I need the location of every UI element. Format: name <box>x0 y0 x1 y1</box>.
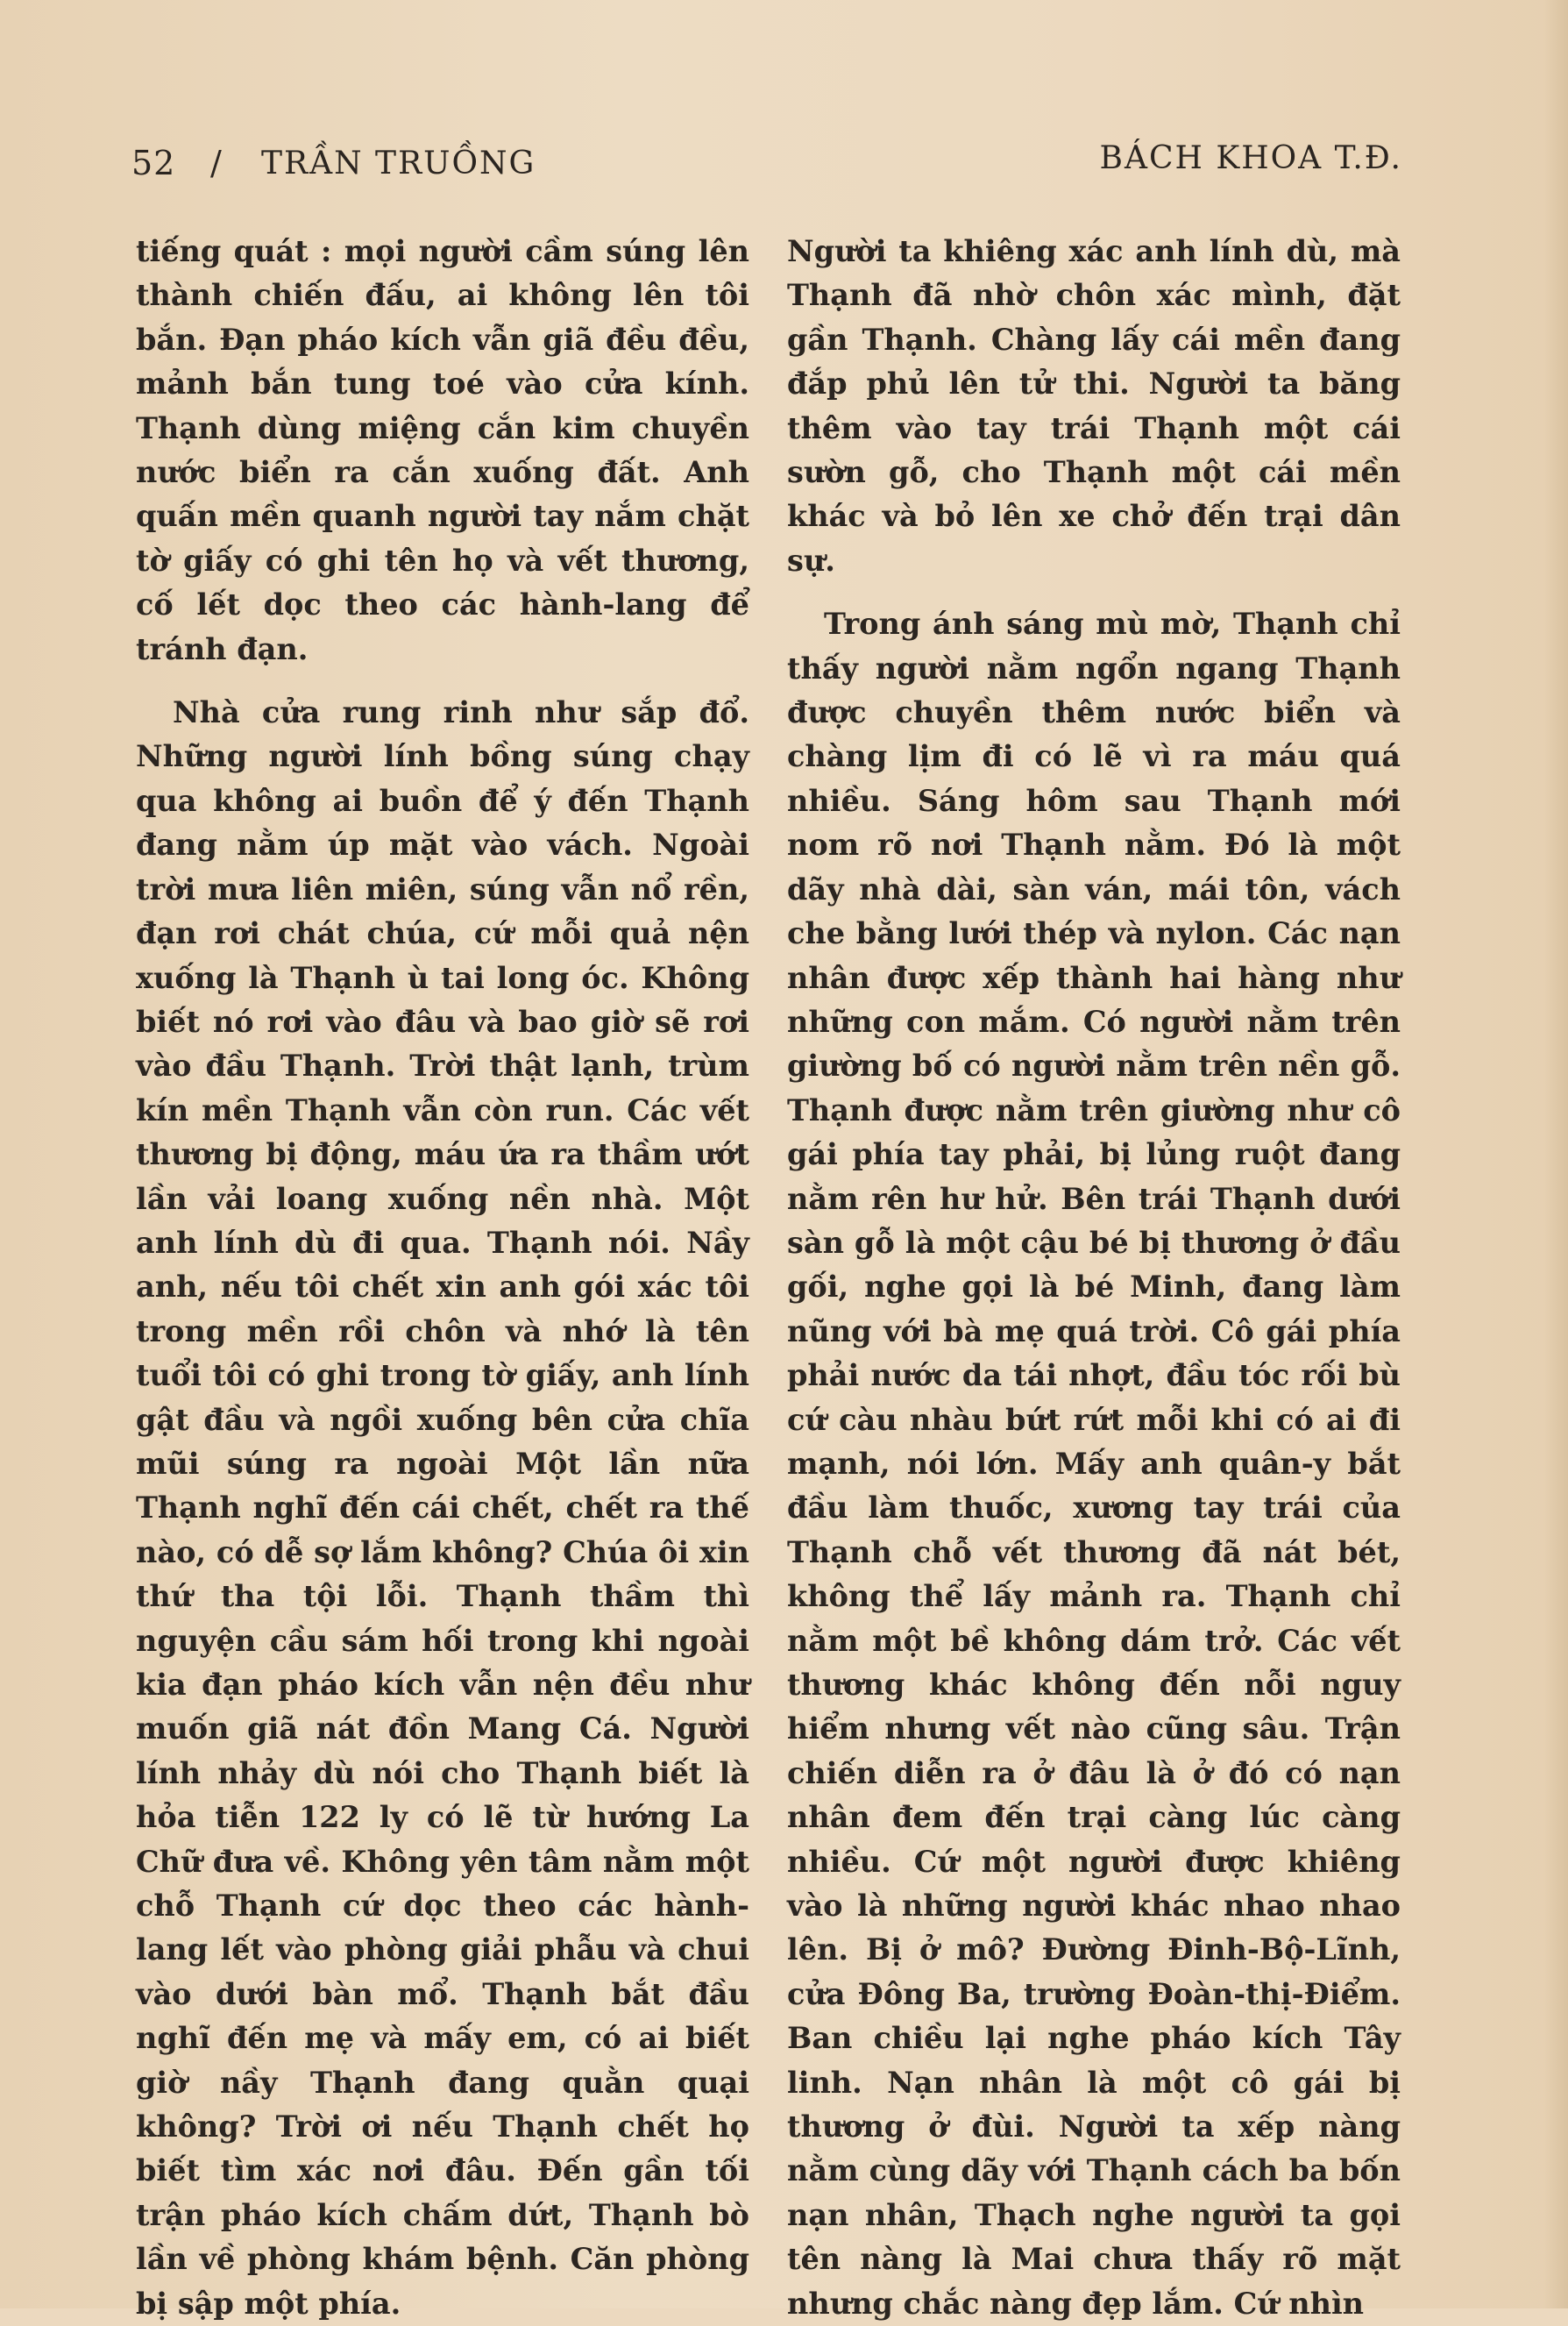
page-number: 52 <box>131 144 176 182</box>
paragraph: Nhà cửa rung rinh như sắp đổ. Những người lính bồng súng chạy qua không ai buồn để ý đến Thạnh đang nằm úp mặt vào vách. Ngoài trời mưa liên miên, súng vẫn nổ rền, đạn rơi chát chúa, cứ mỗi quả nện xuống là Thạnh ù tai long óc. Không biết nó rơi vào đâu và bao giờ sẽ rơi vào đầu Thạnh. Trời thật lạnh, trùm kín mền Thạnh vẫn còn run. Các vết thương bị động, máu ứa ra thầm ướt lần vải loang xuống nền nhà. Một anh lính dù đi qua. Thạnh nói. Nầy anh, nếu tôi chết xin anh gói xác tôi trong mền rồi chôn và nhớ là tên tuổi tôi có ghi trong tờ giấy, anh lính gật đầu và ngồi xuống bên cửa chĩa mũi súng ra ngoài Một lần nữa Thạnh nghĩ đến cái chết, chết ra thế nào, có dễ sợ lắm không? Chúa ôi xin thứ tha tội lỗi. Thạnh thầm thì nguyện cầu sám hối trong khi ngoài kia đạn pháo kích vẫn nện đều như muốn giã nát đồn Mang Cá. Người lính nhảy dù nói cho Thạnh biết là hỏa tiễn 122 ly có lẽ từ hướng La Chữ đưa về. Không yên tâm nằm một chỗ Thạnh cứ dọc theo các hành-lang lết vào phòng giải phẫu và chui vào dưới bàn mổ. Thạnh bắt đầu nghĩ đến mẹ và mấy em, có ai biết giờ nầy Thạnh đang quằn quại không? Trời ơi nếu Thạnh chết họ biết tìm xác nơi đâu. Đến gần tối trận pháo kích chấm dứt, Thạnh bò lần về phòng khám bệnh. Căn phòng bị sập một phía. <box>136 695 749 2321</box>
page-edge-shadow <box>1543 0 1568 2308</box>
paragraph: Trong ánh sáng mù mờ, Thạnh chỉ thấy người nằm ngổn ngang Thạnh được chuyền thêm nước biển và chàng lịm đi có lẽ vì ra máu quá nhiều. Sáng hôm sau Thạnh mới nom rõ nơi Thạnh nằm. Đó là một dãy nhà dài, sàn ván, mái tôn, vách che bằng lưới thép và nylon. Các nạn nhân được xếp thành hai hàng như những con mắm. Có người nằm trên giường bố có người nằm trên nền gỗ. Thạnh được nằm trên giường như cô gái phía tay phải, bị lủng ruột đang nằm rên hư hử. Bên trái Thạnh dưới sàn gỗ là một cậu bé bị thương ở đầu gối, nghe gọi là bé Minh, đang làm nũng với bà mẹ quá trời. Cô gái phía phải nước da tái nhợt, đầu tóc rối bù cứ càu nhàu bứt rứt mỗi khi có ai đi mạnh, nói lớn. Mấy anh quân-y bắt đầu làm thuốc, xương tay trái của Thạnh chỗ vết thương đã nát bét, không thể lấy mảnh ra. Thạnh chỉ nằm một bề không dám trở. Các vết thương khác không đến nỗi nguy hiểm nhưng vết nào cũng sâu. Trận chiến diễn ra ở đâu là ở đó có nạn nhân đem đến trại càng lúc càng nhiều. Cứ một người được khiêng vào là những người khác nhao nhao lên. Bị ở mô? Đường Đinh-Bộ-Lĩnh, cửa Đông Ba, trường Đoàn-thị-Điểm. Ban chiều lại nghe pháo kích Tây linh. Nạn nhân là một cô gái bị thương ở đùi. Người ta xếp nàng nằm cùng dãy với Thạnh cách ba bốn nạn nhân, Thạch nghe người ta gọi tên nàng là Mai chưa thấy rõ mặt nhưng chắc nàng đẹp lắm. Cứ nhìn <box>787 607 1401 2321</box>
paragraph: Người ta khiêng xác anh lính dù, mà Thạnh đã nhờ chôn xác mình, đặt gần Thạnh. Chàng lấy cái mền đang đắp phủ lên tử thi. Người ta băng thêm vào tay trái Thạnh một cái sườn gỗ, cho Thạnh một cái mền khác và bỏ lên xe chở đến trại dân sự. <box>787 234 1401 578</box>
journal-title: BÁCH KHOA T.Đ. <box>1099 140 1402 176</box>
paragraph: tiếng quát : mọi người cầm súng lên thành chiến đấu, ai không lên tôi bắn. Đạn pháo kích vẫn giã đều đều, mảnh bắn tung toé vào cửa kính. Thạnh dùng miệng cắn kim chuyền nước biển ra cắn xuống đất. Anh quấn mền quanh người tay nắm chặt tờ giấy có ghi tên họ và vết thương, cố lết dọc theo các hành-lang để tránh đạn. <box>136 234 749 666</box>
left-column <box>136 230 749 2326</box>
running-header <box>131 140 1402 193</box>
header-separator: / <box>210 144 222 182</box>
author-name: TRẦN TRUỒNG <box>261 146 536 181</box>
right-column <box>787 230 1401 2326</box>
